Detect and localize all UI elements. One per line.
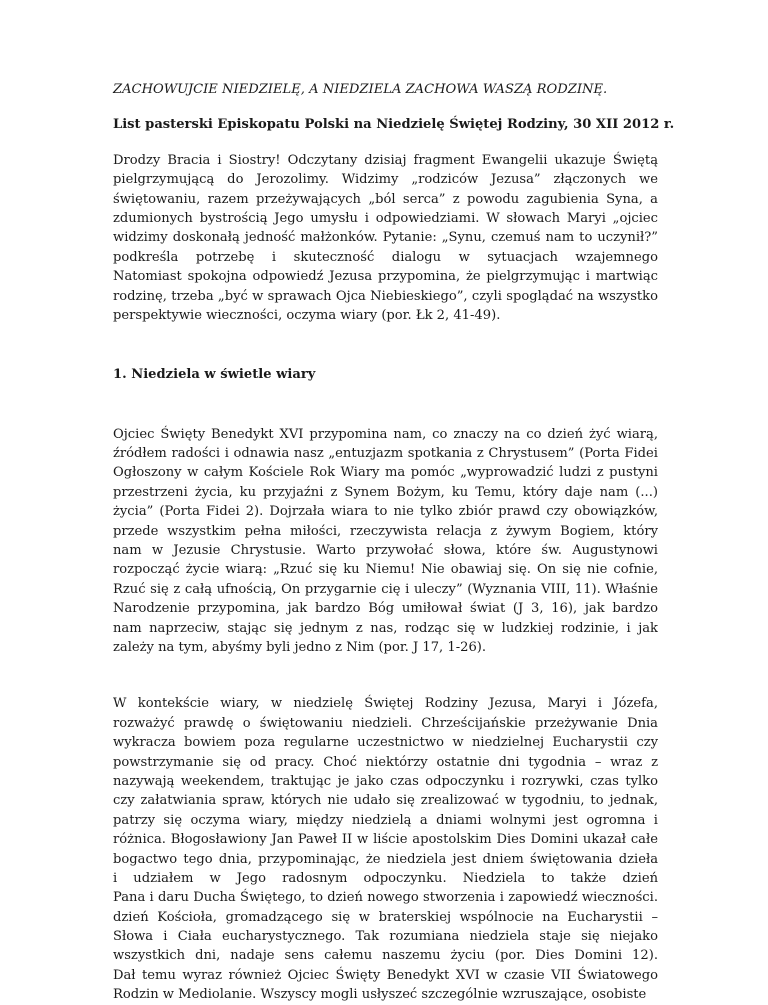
text-line: Słowa i Ciała eucharystycznego. Tak rozumiana niedziela staje się niejako	[113, 929, 658, 945]
text-line: różnica. Błogosławiony Jan Paweł II w liście apostolskim Dies Domini ukazał całe	[113, 832, 658, 848]
text-line: widzimy doskonałą jedność małżonków. Pytanie: „Synu, czemuś nam to uczynił?”	[113, 230, 658, 246]
document-page	[113, 80, 675, 1005]
text-line: nazywają weekendem, traktując je jako czas odpoczynku i rozrywki, czas tylko	[113, 773, 658, 789]
text-line: Dał temu wyraz również Ojciec Święty Benedykt XVI w czasie VII Światowego	[113, 967, 658, 983]
text-line: czy załatwiania spraw, których nie udało się zrealizować w tygodniu, to jednak,	[113, 793, 658, 809]
text-line: wykracza bowiem poza regularne uczestnictwo w niedzielnej Eucharystii czy	[113, 735, 658, 751]
text-line: Drodzy Bracia i Siostry! Odczytany dzisiaj fragment Ewangelii ukazuje Świętą	[113, 152, 658, 168]
text-line: przestrzeni życia, ku przyjaźni z Synem Bożym, ku Temu, który daje nam (...)	[113, 484, 658, 500]
text-line: nam w Jezusie Chrystusie. Warto przywołać słowa, które św. Augustynowi	[113, 543, 658, 559]
text-line: źródłem radości i odnawia nasz „entuzjazm spotkania z Chrystusem” (Porta Fidei	[113, 446, 658, 462]
text-line: świętowaniu, razem przeżywających „ból serca” z powodu zagubienia Syna, a	[113, 191, 658, 207]
text-line: rozważyć prawdę o świętowaniu niedzieli. Chrześcijańskie przeżywanie Dnia	[113, 715, 658, 731]
intro-paragraph	[113, 151, 658, 326]
section-heading: 1. Niedziela w świetle wiary	[113, 367, 316, 383]
section1-paragraph-2	[113, 694, 658, 1004]
text-line: Ogłoszony w całym Kościele Rok Wiary ma pomóc „wyprowadzić ludzi z pustyni	[113, 465, 658, 481]
text-line: wszystkich dni, nadaje sens całemu naszemu życiu (por. Dies Domini 12).	[113, 948, 658, 964]
text-line: W kontekście wiary, w niedzielę Świętej Rodziny Jezusa, Maryi i Józefa,	[113, 696, 658, 712]
text-line: przede wszystkim pełna miłości, rzeczywista relacja z żywym Bogiem, który	[113, 523, 658, 539]
text-line: zależy na tym, abyśmy byli jedno z Nim (por. J 17, 1-26).	[113, 639, 487, 655]
text-line: dzień Kościoła, gromadzącego się w braterskiej wspólnocie na Eucharystii –	[113, 909, 658, 925]
text-line: podkreśla potrzebę i skuteczność dialogu w sytuacjach wzajemnego	[113, 249, 658, 265]
text-line: życia” (Porta Fidei 2). Dojrzała wiara to nie tylko zbiór prawd czy obowiązków,	[113, 504, 658, 520]
text-line: nam naprzeciw, stając się jednym z nas, rodząc się w ludzkiej rodzinie, i jak	[113, 620, 658, 636]
document-title: ZACHOWUJCIE NIEDZIELĘ, A NIEDZIELA ZACHOWA WASZĄ RODZINĘ.	[113, 82, 608, 97]
text-line: Pana i daru Ducha Świętego, to dzień nowego stworzenia i zapowiedź wieczności.	[113, 890, 658, 906]
text-line: i udziałem w Jego radosnym odpoczynku. Niedziela to także dzień	[113, 870, 658, 886]
text-line: Ojciec Święty Benedykt XVI przypomina nam, co znaczy na co dzień żyć wiarą,	[113, 426, 658, 442]
text-line: Natomiast spokojna odpowiedź Jezusa przypomina, że pielgrzymując i martwiąc	[113, 269, 658, 285]
text-line: rozpocząć życie wiarą: „Rzuć się ku Niemu! Nie obawiaj się. On się nie cofnie,	[113, 562, 658, 578]
text-line: patrzy się oczyma wiary, między niedzielą a dniami wolnymi jest ogromna i	[113, 812, 658, 828]
text-line: pielgrzymującą do Jerozolimy. Widzimy „rodziców Jezusa” złączonych we	[113, 172, 658, 188]
text-line: rodzinę, trzeba „być w sprawach Ojca Niebieskiego”, czyli spoglądać na wszystko	[113, 288, 658, 304]
text-line: perspektywie wieczności, oczyma wiary (por. Łk 2, 41-49).	[113, 307, 501, 323]
text-line: Narodzenie przypomina, jak bardzo Bóg umiłował świat (J 3, 16), jak bardzo	[113, 601, 658, 617]
text-line: bogactwo tego dnia, przypominając, że niedziela jest dniem świętowania dzieła	[113, 851, 658, 867]
section1-paragraph-1	[113, 425, 658, 658]
text-line: zdumionych bystrością Jego umysłu i odpowiedziami. W słowach Maryi „ojciec	[113, 210, 658, 226]
text-line: Rodzin w Mediolanie. Wszyscy mogli usłyszeć szczególnie wzruszające, osobiste	[113, 987, 647, 1003]
document-subtitle: List pasterski Episkopatu Polski na Niedzielę Świętej Rodziny, 30 XII 2012 r.	[113, 117, 675, 133]
text-line: powstrzymanie się od pracy. Choć niektórzy ostatnie dni tygodnia – wraz z	[113, 754, 658, 770]
text-line: Rzuć się z całą ufnością, On przygarnie cię i uleczy” (Wyznania VIII, 11). Właśnie	[113, 581, 658, 597]
